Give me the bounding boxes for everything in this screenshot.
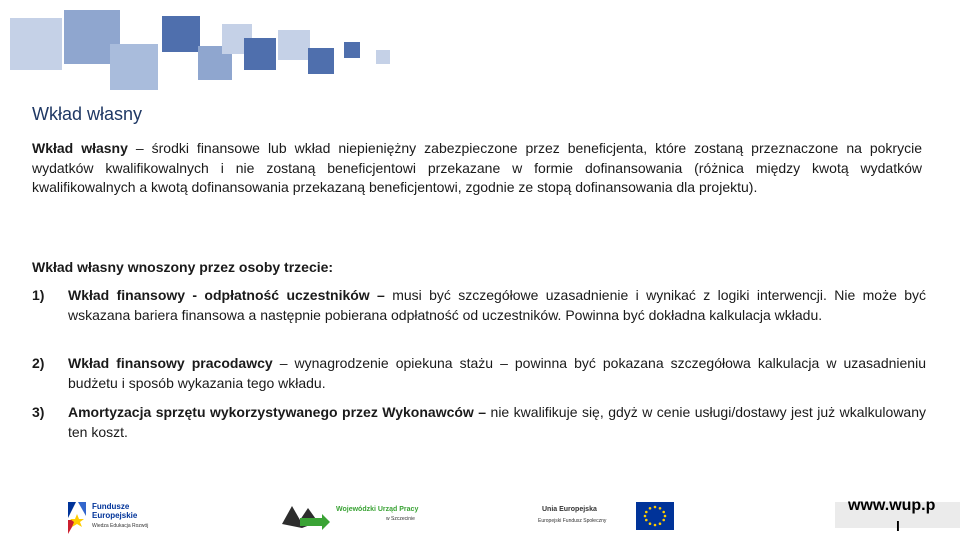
wup-logo xyxy=(280,496,430,536)
fe-logo-line: Europejskie xyxy=(92,511,138,520)
definition-text: – środki finansowe lub wkład niepieniężny zabezpieczone przez beneficjenta, które zostaną przeznaczone na pokrycie wydatków kwalifikowalnych i nie zostaną beneficjentowi przekazane w formie dofinansowania (różnica między kwotą wydatków kwalifikowalnych a kwotą dofinansowania przekazaną beneficjentowi, zgodnie ze stopą dofinansowania dla projektu). xyxy=(32,140,922,196)
wup-logo-line: Wojewódzki Urząd Pracy xyxy=(336,506,419,513)
definition-paragraph xyxy=(32,139,922,198)
website-url[interactable]: www.wup.p xyxy=(848,497,936,514)
list-item xyxy=(32,354,926,393)
website-url-continuation: l xyxy=(896,518,900,534)
wup-logo-line: w Szczecinie xyxy=(386,516,415,522)
definition-term: Wkład własny xyxy=(32,140,128,156)
item-number: 2) xyxy=(32,355,45,371)
item-bold-text: Wkład finansowy pracodawcy xyxy=(68,355,273,371)
fundusze-europejskie-logo xyxy=(66,496,176,538)
item-bold-text: Amortyzacja sprzętu wykorzystywanego przez Wykonawców – xyxy=(68,404,487,420)
fe-logo-line: Fundusze xyxy=(92,502,130,511)
item-number: 1) xyxy=(32,287,45,303)
eu-logo-line: Europejski Fundusz Społeczny xyxy=(538,518,607,524)
item-bold-text: Wkład finansowy - odpłatność uczestników – xyxy=(68,287,385,303)
footer-logos xyxy=(0,490,960,540)
item-text: nie kwalifikuje się, gdyż w cenie usługi/dostawy jest już wkalkulowany ten koszt. xyxy=(68,404,927,440)
fe-star-icon xyxy=(66,498,88,536)
decorative-squares xyxy=(0,0,400,100)
item-text: musi być szczegółowe uzasadnienie i wynikać z logiki interwencji. Nie może być wskazana bariera finansowa a następnie pobierana odpłatność od uczestników. Powinna być dokładna kalkulacja wkładu. xyxy=(68,287,927,323)
wup-emblem-icon xyxy=(280,500,330,530)
eu-flag-icon xyxy=(636,502,674,530)
eu-logo-line: Unia Europejska xyxy=(542,506,597,513)
fe-logo-line: Wiedza Edukacja Rozwój xyxy=(92,523,149,529)
list-item xyxy=(32,403,926,442)
page-title: Wkład własny xyxy=(32,104,143,124)
item-number: 3) xyxy=(32,404,45,420)
item-text: – wynagrodzenie opiekuna stażu – powinna być pokazana szczegółowa kalkulacja w uzasadnieniu budżetu i sposób wykazania tego wkładu. xyxy=(68,355,926,391)
unia-europejska-logo xyxy=(538,498,678,534)
third-party-heading: Wkład własny wnoszony przez osoby trzecie: xyxy=(32,259,334,275)
list-item xyxy=(32,286,926,325)
